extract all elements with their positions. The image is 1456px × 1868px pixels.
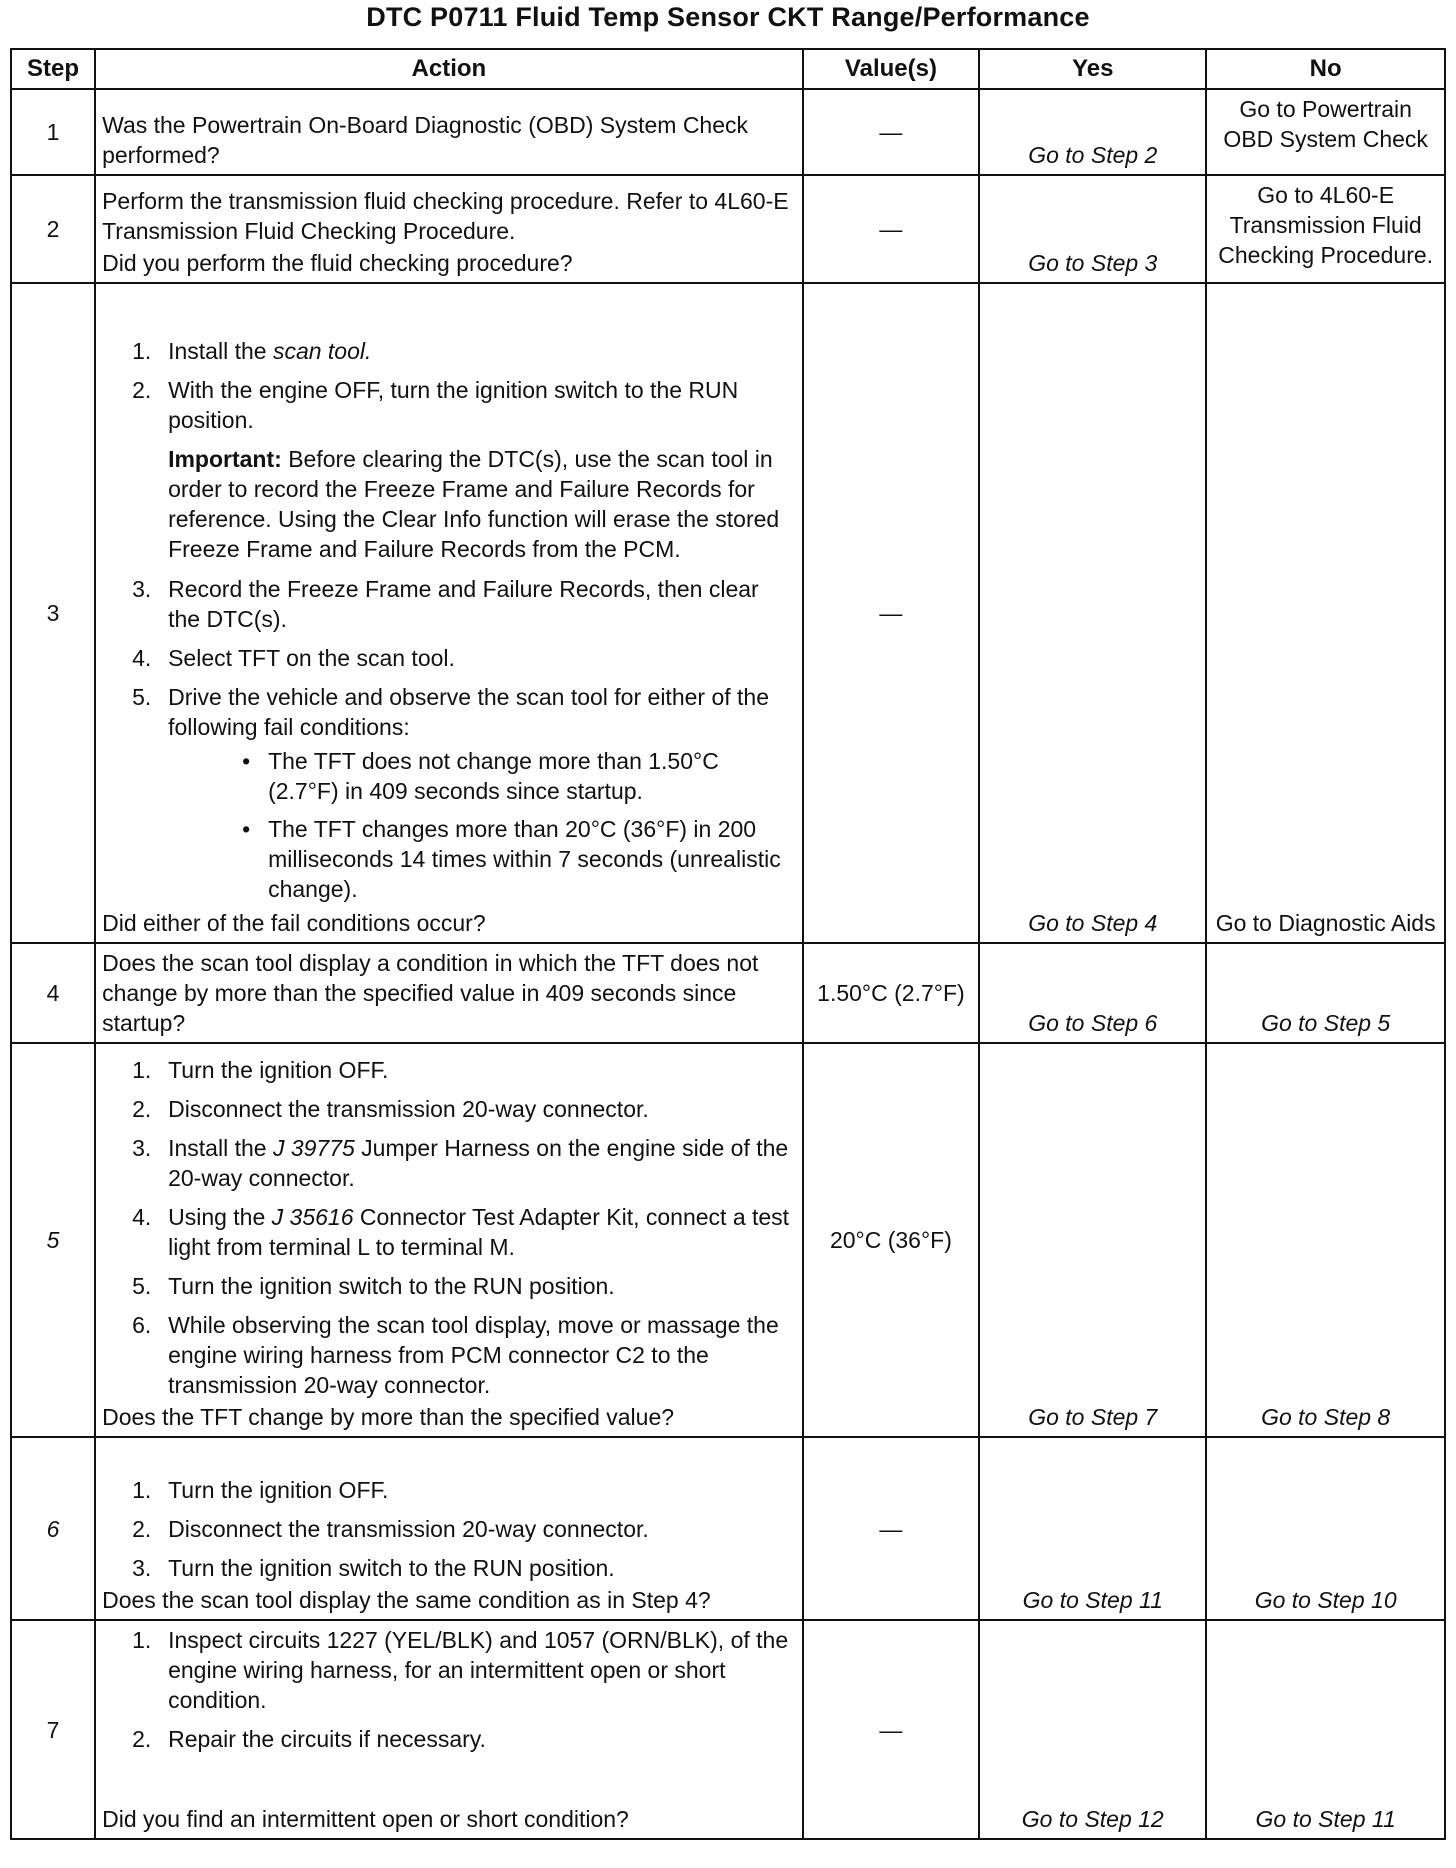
procedure-step: 2. Disconnect the transmission 20-way connector.	[132, 1516, 649, 1542]
procedure-step: 3. Record the Freeze Frame and Failure Records, then clear the DTC(s).	[132, 576, 759, 632]
procedure-step: 2. With the engine OFF, turn the ignition switch to the RUN position.	[132, 377, 739, 433]
step-number: 4	[11, 943, 95, 1043]
action-cell	[95, 1437, 803, 1620]
procedure-step: 5. Turn the ignition switch to the RUN position.	[132, 1273, 615, 1299]
no-cell: Go to Step 8	[1206, 1043, 1445, 1437]
procedure-step: 3. Install the J 39775 Jumper Harness on the engine side of the 20-way connector.	[132, 1135, 789, 1191]
tool-name: J 35616	[271, 1204, 354, 1230]
action-cell	[95, 89, 803, 175]
yes-cell: Go to Step 12	[979, 1620, 1206, 1839]
header-action: Action	[95, 49, 803, 89]
yes-cell: Go to Step 11	[979, 1437, 1206, 1620]
value-cell: 20°C (36°F)	[803, 1043, 980, 1437]
procedure-step: 2. Disconnect the transmission 20-way connector.	[132, 1096, 649, 1122]
table-row-step-3	[11, 283, 1445, 943]
action-cell	[95, 175, 803, 283]
no-cell: Go to Step 11	[1206, 1620, 1445, 1839]
action-question: Does the TFT change by more than the specified value?	[102, 1404, 675, 1430]
spacer	[102, 1754, 796, 1804]
action-instruction: Perform the transmission fluid checking procedure. Refer to 4L60-E Transmission Fluid Checking Procedure.	[102, 188, 789, 244]
tool-name: J 39775	[272, 1135, 355, 1161]
yes-cell: Go to Step 7	[979, 1043, 1206, 1437]
value-cell: 1.50°C (2.7°F)	[803, 943, 980, 1043]
fail-condition: • The TFT changes more than 20°C (36°F) in 200 milliseconds 14 times within 7 seconds (unrealistic change).	[242, 816, 781, 902]
header-yes: Yes	[979, 49, 1206, 89]
action-question: Did you perform the fluid checking procedure?	[102, 250, 573, 276]
header-step: Step	[11, 49, 95, 89]
diagnostic-table	[10, 48, 1446, 1840]
action-question: Does the scan tool display a condition in which the TFT does not change by more than the specified value in 409 seconds since startup?	[102, 950, 759, 1036]
procedure-step: 6. While observing the scan tool display, move or massage the engine wiring harness from PCM connector C2 to the transmission 20-way connector.	[132, 1312, 779, 1398]
step-number: 2	[11, 175, 95, 283]
action-cell	[95, 1043, 803, 1437]
fail-condition: • The TFT does not change more than 1.50°C (2.7°F) in 409 seconds since startup.	[242, 748, 719, 804]
no-cell: Go to Powertrain OBD System Check	[1206, 89, 1445, 175]
no-cell: Go to Diagnostic Aids	[1206, 283, 1445, 943]
table-row-step-6	[11, 1437, 1445, 1620]
table-row-step-5	[11, 1043, 1445, 1437]
table-row-step-2	[11, 175, 1445, 283]
header-values: Value(s)	[803, 49, 980, 89]
value-cell: —	[803, 1437, 980, 1620]
procedure-list	[102, 574, 796, 904]
important-label: Important:	[168, 446, 282, 472]
step-number: 6	[11, 1437, 95, 1620]
action-question: Did you find an intermittent open or short condition?	[102, 1806, 629, 1832]
fail-conditions-list	[168, 746, 796, 904]
yes-cell: Go to Step 2	[979, 89, 1206, 175]
procedure-list	[102, 1625, 796, 1754]
table-row-step-7	[11, 1620, 1445, 1839]
yes-cell: Go to Step 6	[979, 943, 1206, 1043]
action-question: Did either of the fail conditions occur?	[102, 910, 486, 936]
no-cell: Go to Step 5	[1206, 943, 1445, 1043]
procedure-list	[102, 1475, 796, 1583]
procedure-list	[102, 1055, 796, 1400]
yes-cell: Go to Step 3	[979, 175, 1206, 283]
value-cell: —	[803, 1620, 980, 1839]
important-note: Important: Before clearing the DTC(s), use the scan tool in order to record the Freeze Frame and Failure Records for reference. Using the Clear Info function will erase the stored Freeze Frame and Failure Records from the PCM.	[168, 446, 780, 562]
procedure-step: 1. Install the scan tool.	[132, 338, 372, 364]
procedure-step: 4. Select TFT on the scan tool.	[132, 645, 455, 671]
procedure-list	[102, 336, 796, 435]
procedure-step: 1. Inspect circuits 1227 (YEL/BLK) and 1057 (ORN/BLK), of the engine wiring harness, for an intermittent open or short condition.	[132, 1627, 789, 1713]
tool-name: scan tool.	[272, 338, 372, 364]
table-row-step-1	[11, 89, 1445, 175]
header-no: No	[1206, 49, 1445, 89]
procedure-step: 5. Drive the vehicle and observe the scan tool for either of the following fail conditions: • The TFT does not change more than 1.50°C (2.7°F) in 409 seconds since startup. • The TFT changes more than 20°C (36°F) in 200 milliseconds 14 times within 7 seconds (unrealistic change).	[102, 682, 796, 904]
procedure-step: 1. Turn the ignition OFF.	[132, 1057, 389, 1083]
value-cell: —	[803, 175, 980, 283]
step-number: 7	[11, 1620, 95, 1839]
no-cell: Go to 4L60-E Transmission Fluid Checking Procedure.	[1206, 175, 1445, 283]
table-row-step-4	[11, 943, 1445, 1043]
action-cell	[95, 283, 803, 943]
procedure-step: 1. Turn the ignition OFF.	[132, 1477, 389, 1503]
action-cell	[95, 943, 803, 1043]
table-header-row	[11, 49, 1445, 89]
procedure-step: 4. Using the J 35616 Connector Test Adapter Kit, connect a test light from terminal L to terminal M.	[132, 1204, 790, 1260]
step-number: 1	[11, 89, 95, 175]
page-title: DTC P0711 Fluid Temp Sensor CKT Range/Performance	[366, 2, 1090, 32]
step-number: 3	[11, 283, 95, 943]
procedure-step: 2. Repair the circuits if necessary.	[132, 1726, 486, 1752]
value-cell: —	[803, 89, 980, 175]
action-question: Does the scan tool display the same condition as in Step 4?	[102, 1587, 711, 1613]
value-cell: —	[803, 283, 980, 943]
yes-cell: Go to Step 4	[979, 283, 1206, 943]
action-cell	[95, 1620, 803, 1839]
no-cell: Go to Step 10	[1206, 1437, 1445, 1620]
action-question: Was the Powertrain On-Board Diagnostic (OBD) System Check performed?	[102, 112, 749, 168]
procedure-step: 3. Turn the ignition switch to the RUN position.	[132, 1555, 615, 1581]
step-number: 5	[11, 1043, 95, 1437]
